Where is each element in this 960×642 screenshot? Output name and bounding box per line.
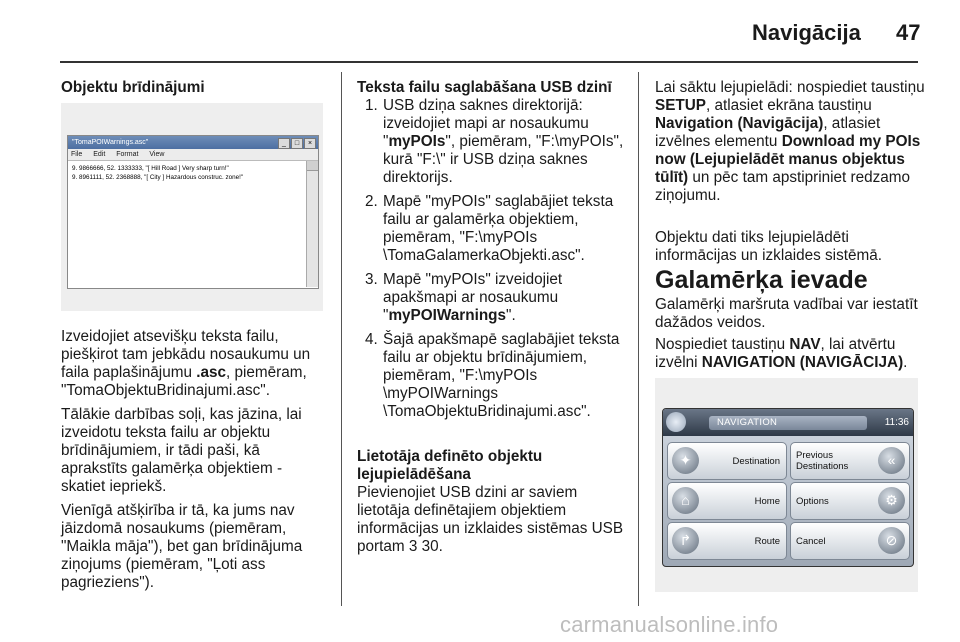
column-divider-2 [638, 72, 639, 606]
paragraph-data-downloaded: Objektu dati tiks lejupielādēti informācijas un izklaides sistēmā. [655, 229, 882, 264]
list-item: 2. Mapē "myPOIs" saglabājiet teksta failu ar galamērķa objektiem, piemēram, "F:\myPOIs \TomaGalamerkaObjekti.asc". [365, 193, 614, 264]
watermark: carmanualsonline.info [560, 612, 779, 637]
header-rule [60, 61, 918, 63]
editor-line: 9. 8961111, 52. 2368888, "[ City ] Hazardous construc. zone!" [72, 174, 244, 181]
page-title: Navigācija [752, 20, 861, 45]
menu-edit: Edit [93, 151, 106, 158]
logo-icon [666, 412, 686, 432]
paragraph-steps-same: Tālākie darbības soļi, kas jāzina, lai izveidotu teksta failu ar objektu brīdinājumiem, ir tādi paši, kā aprakstīts galamērķa objektiem - skatiet iepriekš. [61, 406, 302, 495]
column-divider-1 [341, 72, 342, 606]
editor-screenshot [61, 103, 323, 311]
editor-window [67, 135, 319, 289]
history-icon: « [878, 447, 905, 474]
gear-icon: ⚙ [878, 487, 905, 514]
steps-list [357, 97, 625, 427]
menu-file: File [71, 151, 83, 158]
route-button[interactable]: ↱ Route [667, 522, 787, 560]
nav-top-bar [663, 409, 913, 436]
minimize-icon: _ [278, 138, 290, 149]
navigation-screenshot [655, 378, 918, 592]
destination-icon: ✦ [672, 447, 699, 474]
section-title-destination: Galamērķa ievade [655, 266, 868, 294]
cancel-button[interactable]: Cancel ⊘ [790, 522, 910, 560]
paragraph-connect-usb: Pievienojiet USB dzini ar saviem lietotāja definētajiem objektiem informācijas un izklaides sistēmas USB portam 3 30. [357, 484, 624, 555]
home-icon: ⌂ [672, 487, 699, 514]
list-item: 3. Mapē "myPOIs" izveidojiet apakšmapi ar nosaukumu "myPOIWarnings". [365, 271, 563, 324]
paragraph-create-file: Izveidojiet atsevišķu teksta failu, piešķirot tam jebkādu nosaukumu un faila paplašinājumu .asc, piemēram, "TomaObjektuBridinajumi.asc". [61, 328, 311, 399]
menu-view: View [149, 151, 165, 158]
close-icon: × [304, 138, 316, 149]
paragraph-press-nav: Nospiediet taustiņu NAV, lai atvērtu izvēlni NAVIGATION (NAVIGĀCIJA). [655, 336, 908, 371]
heading-poi-warnings: Objektu brīdinājumi [61, 79, 205, 96]
cancel-icon: ⊘ [878, 527, 905, 554]
paragraph-ways: Galamērķi maršruta vadībai var iestatīt dažādos veidos. [655, 296, 918, 331]
previous-destinations-button[interactable]: Previous Destinations « [790, 442, 910, 480]
list-item: 4. Šajā apakšmapē saglabājiet teksta failu ar objektu brīdinājumiem, piemēram, "F:\myPOIs \myPOIWarnings \TomaObjektuBridinajumi.asc". [365, 331, 620, 420]
page-number: 47 [896, 20, 921, 45]
heading-download-pois: Lietotāja definēto objektu lejupielādēšana [357, 448, 543, 483]
editor-scrollbar [306, 161, 318, 287]
navigation-screen [662, 408, 914, 567]
editor-body [68, 161, 318, 182]
menu-format: Format [116, 151, 139, 158]
nav-screen-title: NAVIGATION [709, 416, 867, 430]
page-ref-icon: 3 [408, 538, 418, 555]
destination-button[interactable]: ✦ Destination [667, 442, 787, 480]
route-icon: ↱ [672, 527, 699, 554]
editor-line: 9. 9866666, 52. 1333333, "[ Hill Road ] Very sharp turn!" [72, 165, 229, 172]
heading-save-usb: Teksta failu saglabāšana USB dzinī [357, 79, 612, 96]
paragraph-start-download: Lai sāktu lejupielādi: nospiediet taustiņu SETUP, atlasiet ekrāna taustiņu Navigation (Navigācija), atlasiet izvēlnes elementu Download my POIs now (Lejupielādēt manus objektus tūlīt) un pēc tam apstipriniet redzamo ziņojumu. [655, 79, 925, 204]
editor-title-bar [68, 136, 318, 149]
home-button[interactable]: ⌂ Home [667, 482, 787, 520]
list-item: 1. USB dziņa saknes direktorijā: izveidojiet mapi ar nosaukumu "myPOIs", piemēram, "F:\myPOIs", kurā "F:\" ir USB dziņa saknes direktorijs. [365, 97, 624, 186]
editor-title: "TomaPOIWarnings.asc" [72, 139, 149, 146]
nav-clock: 11:36 [884, 417, 909, 428]
maximize-icon: □ [291, 138, 303, 149]
paragraph-difference: Vienīgā atšķirība ir tā, ka jums nav jāizdomā nosaukums (piemēram, "Maikla māja"), bet gan brīdinājuma ziņojums (piemēram, "Ļoti ass pagrieziens"). [61, 502, 303, 591]
options-button[interactable]: Options ⚙ [790, 482, 910, 520]
editor-menu-bar [68, 149, 318, 161]
